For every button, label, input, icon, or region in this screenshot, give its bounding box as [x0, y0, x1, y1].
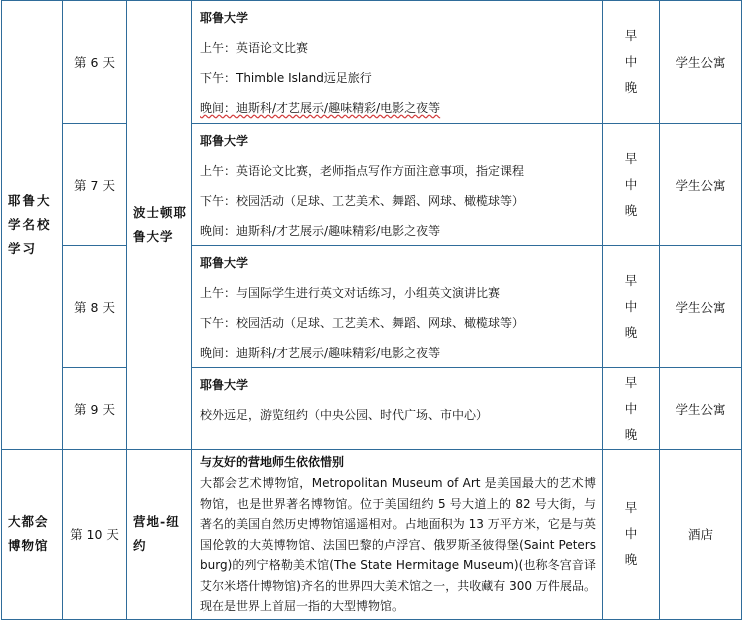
activity-afternoon: 下午：校园活动（足球、工艺美术、舞蹈、网球、橄榄球等）: [200, 316, 525, 330]
activity-title: 耶鲁大学: [200, 378, 249, 392]
accommodation: 学生公寓: [660, 1, 742, 124]
activity-cell: [192, 1, 603, 124]
accommodation: 学生公寓: [660, 246, 742, 368]
activity-evening: 晚间：迪斯科/才艺展示/趣味精彩/电影之夜等: [200, 101, 441, 115]
activity-title: 耶鲁大学: [200, 134, 249, 148]
meal-dinner: 晚: [624, 202, 638, 218]
activity-evening: 晚间：迪斯科/才艺展示/趣味精彩/电影之夜等: [200, 224, 441, 238]
meal-breakfast: 早: [624, 374, 638, 390]
meal-breakfast: 早: [624, 272, 638, 288]
meal-lunch: 中: [624, 298, 638, 314]
accommodation: 酒店: [660, 450, 742, 620]
location-label-camp-newyork: 营地-纽约: [127, 450, 192, 620]
meal-lunch: 中: [624, 400, 638, 416]
meal-breakfast: 早: [624, 500, 638, 516]
activity-title: 耶鲁大学: [200, 256, 249, 270]
meals-cell: [603, 246, 660, 368]
activity-title: 与友好的营地师生依依惜别: [200, 455, 345, 469]
table-row: [2, 246, 742, 368]
activity-description: 校外远足，游览纽约（中央公园、时代广场、市中心）: [200, 408, 489, 422]
day-label: 第 7 天: [63, 124, 127, 246]
day-label: 第 8 天: [63, 246, 127, 368]
activity-evening: 晚间：迪斯科/才艺展示/趣味精彩/电影之夜等: [200, 346, 441, 360]
meal-lunch: 中: [624, 54, 638, 69]
meal-dinner: 晚: [624, 552, 638, 568]
activity-cell: [192, 124, 603, 246]
meal-dinner: 晚: [624, 324, 638, 340]
meal-breakfast: 早: [624, 28, 638, 43]
meals-cell: [603, 124, 660, 246]
activity-cell: [192, 246, 603, 368]
activity-cell: [192, 450, 603, 620]
day-label: 第 6 天: [63, 1, 127, 124]
activity-morning: 上午：英语论文比赛: [200, 41, 309, 55]
group-label-yale: 耶鲁大学名校学习: [2, 1, 63, 450]
activity-cell: [192, 368, 603, 450]
meals-cell: [603, 450, 660, 620]
accommodation: 学生公寓: [660, 368, 742, 450]
day-label: 第 10 天: [63, 450, 127, 620]
meal-lunch: 中: [624, 176, 638, 192]
table-row: [2, 124, 742, 246]
meal-breakfast: 早: [624, 150, 638, 166]
accommodation: 学生公寓: [660, 124, 742, 246]
meals-cell: [603, 1, 660, 124]
meal-dinner: 晚: [624, 426, 638, 442]
meal-dinner: 晚: [624, 80, 638, 95]
activity-title: 耶鲁大学: [200, 11, 249, 25]
meal-lunch: 中: [624, 526, 638, 542]
meals-cell: [603, 368, 660, 450]
day-label: 第 9 天: [63, 368, 127, 450]
table-row: [2, 1, 742, 124]
table-row: [2, 450, 742, 620]
activity-morning: 上午：英语论文比赛，老师指点写作方面注意事项，指定课程: [200, 164, 525, 178]
itinerary-table: [1, 0, 742, 620]
group-label-met-museum: 大都会博物馆: [2, 450, 63, 620]
museum-description: 大都会艺术博物馆，Metropolitan Museum of Art 是美国最大的艺术博物馆，也是世界著名博物馆。位于美国纽约 5 号大道上的 82 号大街，与著名的美国自然历史博物馆遥遥相对。占地面积为 13 万平方米，它是与英国伦敦的大英博物馆、法国巴黎的卢浮宫、俄罗斯圣彼得堡(Saint Petersburg)的列宁格勒美术馆(The State Hermitage Museum)(也称冬宫音译艾尔米塔什博物馆)齐名的世界四大美术馆之一，共收藏有 300 万件展品。现在是世界上首屈一指的大型博物馆。: [200, 476, 596, 613]
activity-afternoon: 下午：Thimble Island远足旅行: [200, 71, 372, 85]
activity-afternoon: 下午：校园活动（足球、工艺美术、舞蹈、网球、橄榄球等）: [200, 194, 525, 208]
activity-morning: 上午：与国际学生进行英文对话练习，小组英文演讲比赛: [200, 286, 501, 300]
table-row: [2, 368, 742, 450]
location-label-boston-yale: 波士顿耶鲁大学: [127, 1, 192, 450]
